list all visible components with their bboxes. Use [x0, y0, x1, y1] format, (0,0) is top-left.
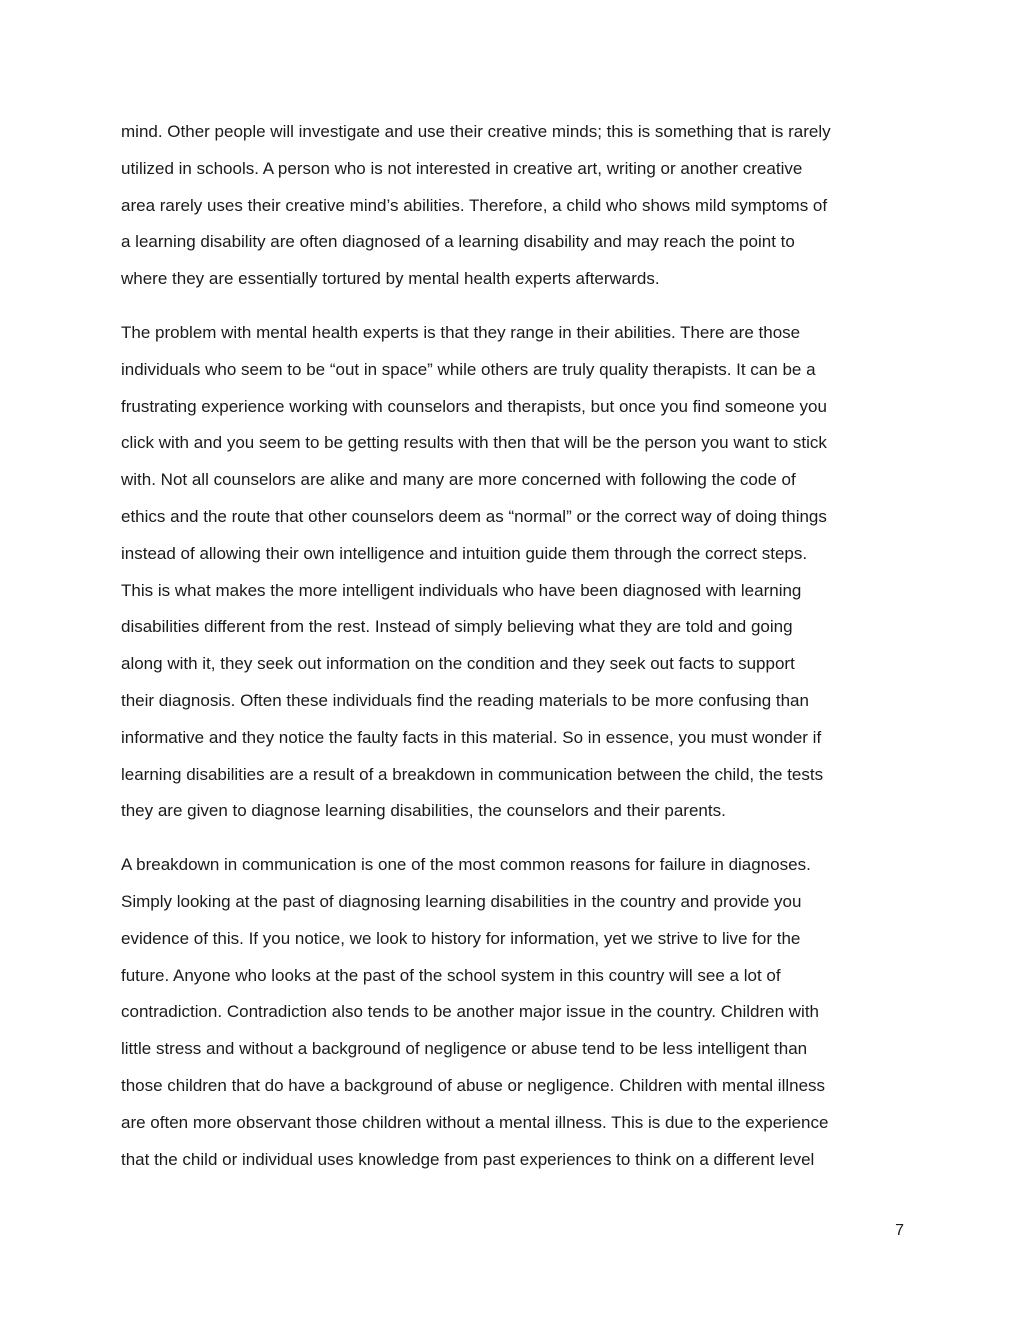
- text-line: The problem with mental health experts is that they range in their abilities. There are those: [121, 322, 801, 342]
- text-line: A breakdown in communication is one of the most common reasons for failure in diagnoses.: [121, 855, 811, 875]
- text-line: those children that do have a background of abuse or negligence. Children with mental illness: [121, 1075, 826, 1095]
- text-line: area rarely uses their creative mind’s abilities. Therefore, a child who shows mild symptoms of: [121, 195, 828, 215]
- text-line: frustrating experience working with counselors and therapists, but once you find someone you: [121, 396, 827, 416]
- text-line: ethics and the route that other counselors deem as “normal” or the correct way of doing things: [121, 506, 827, 526]
- text-line: their diagnosis. Often these individuals find the reading materials to be more confusing than: [121, 690, 809, 710]
- text-line: a learning disability are often diagnosed of a learning disability and may reach the point to: [121, 232, 795, 252]
- text-line: instead of allowing their own intelligence and intuition guide them through the correct steps.: [121, 543, 808, 563]
- text-line: learning disabilities are a result of a breakdown in communication between the child, the tests: [121, 764, 824, 784]
- page-number: 7: [895, 1222, 904, 1239]
- text-line: that the child or individual uses knowledge from past experiences to think on a different level: [121, 1149, 815, 1169]
- text-line: disabilities different from the rest. Instead of simply believing what they are told and going: [121, 617, 793, 637]
- text-line: where they are essentially tortured by mental health experts afterwards.: [121, 269, 660, 289]
- text-line: utilized in schools. A person who is not interested in creative art, writing or another creative: [121, 158, 803, 178]
- text-line: individuals who seem to be “out in space” while others are truly quality therapists. It can be a: [121, 359, 816, 379]
- text-line: click with and you seem to be getting results with then that will be the person you want to stick: [121, 433, 827, 453]
- text-line: future. Anyone who looks at the past of the school system in this country will see a lot of: [121, 965, 781, 985]
- text-line: evidence of this. If you notice, we look to history for information, yet we strive to live for the: [121, 928, 801, 948]
- paragraph-3: [121, 847, 911, 1178]
- text-line: along with it, they seek out information on the condition and they seek out facts to support: [121, 654, 795, 674]
- text-line: are often more observant those children without a mental illness. This is due to the experience: [121, 1112, 829, 1132]
- text-line: mind. Other people will investigate and use their creative minds; this is something that is rarely: [121, 122, 831, 141]
- body-text: [121, 114, 911, 1195]
- text-line: informative and they notice the faulty facts in this material. So in essence, you must wonder if: [121, 727, 822, 747]
- text-line: with. Not all counselors are alike and many are more concerned with following the code of: [121, 470, 796, 490]
- paragraph-2: [121, 315, 911, 830]
- text-line: contradiction. Contradiction also tends to be another major issue in the country. Children with: [121, 1002, 820, 1022]
- text-line: they are given to diagnose learning disabilities, the counselors and their parents.: [121, 801, 726, 821]
- text-line: This is what makes the more intelligent individuals who have been diagnosed with learning: [121, 580, 802, 600]
- text-line: Simply looking at the past of diagnosing learning disabilities in the country and provide you: [121, 891, 802, 911]
- text-line: little stress and without a background of negligence or abuse tend to be less intelligent than: [121, 1039, 808, 1059]
- paragraph-1: [121, 114, 911, 298]
